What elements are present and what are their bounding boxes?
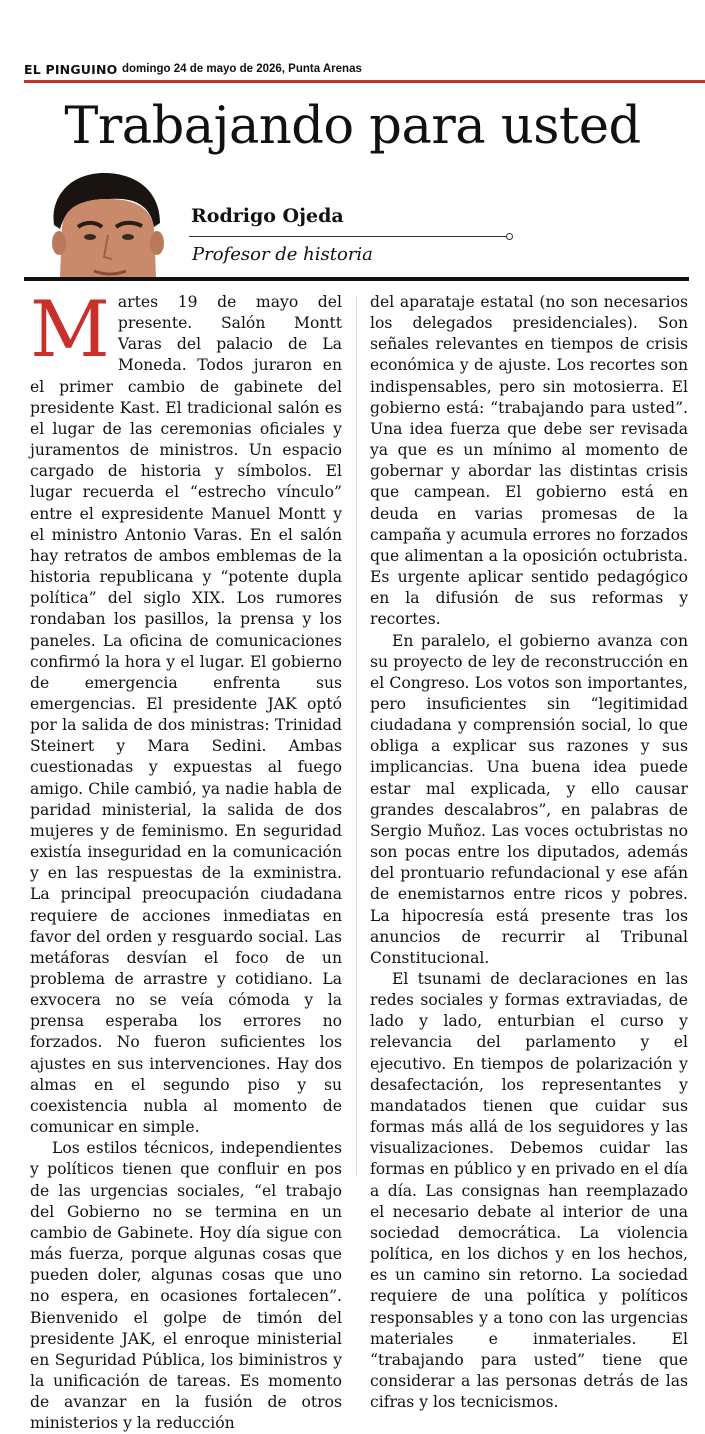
column-left (30, 285, 342, 1434)
paragraph: El tsunami de declaraciones en las redes sociales y formas extraviadas, de lado y lado, enturbian el curso y relevancia del parlamento y el ejecutivo. En tiempos de polarización y desafectación, los representantes y mandatados tienen que cuidar sus formas más allá de los seguidores y las visualizaciones. Debemos cuidar las formas en público y en privado en el día a día. Las consignas han reemplazado el necesario debate al interior de una sociedad democrática. La violencia política, en los dichos y en los hechos, es un camino sin retorno. La sociedad requiere de una política y políticos responsables y a tono con las urgencias materiales e inmateriales. El “trabajando para usted” tiene que considerar a las personas detrás de las cifras y los tecnicismos. (370, 970, 688, 1412)
drop-cap: M (30, 285, 110, 375)
column-separator (356, 296, 357, 1176)
column-right (370, 292, 688, 1413)
header-rule (24, 80, 705, 83)
masthead (24, 62, 680, 78)
dateline: domingo 24 de mayo de 2026, Punta Arenas (122, 63, 362, 75)
paragraph-text: artes 19 de mayo del presente. Salón Montt Varas del palacio de La Moneda. Todos juraron en el primer cambio de gabinete del presidente Kast. El tradicional salón es el lugar de las ceremonias oficiales y juramentos de ministros. Un espacio cargado de historia y símbolos. El lugar recuerda el “estrecho vínculo” entre el expresidente Manuel Montt y el ministro Antonio Varas. En el salón hay retratos de ambos emblemas de la historia republicana y “potente dupla política” del siglo XIX. Los rumores rondaban los pasillos, la prensa y los paneles. La oficina de comunicaciones confirmó la hora y el lugar. El gobierno de emergencia enfrenta sus emergencias. El presidente JAK optó por la salida de dos ministras: Trinidad Steinert y Mara Sedini. Ambas cuestionadas y expuestas al fuego amigo. Chile cambió, ya nadie habla de paridad ministerial, la salida de dos mujeres y de feminismo. En seguridad existía inseguridad en la comunicación y en las respuestas de la exministra. La principal preocupación ciudadana requiere de acciones inmediatas en favor del orden y resguardo social. Las metáforas desvían el foco de un problema de arrastre y cotidiano. La exvocera no se veía cómoda y la prensa esperaba los errores no forzados. No fueron suficientes los ajustes en sus intervenciones. Hay dos almas en el segundo piso y su coexistencia nubla al momento de comunicar en simple. (30, 293, 342, 1137)
author-name: Rodrigo Ojeda (191, 205, 344, 227)
author-rule (189, 236, 507, 237)
paragraph: del aparataje estatal (no son necesarios los delegados presidenciales). Son señales relevantes en tiempos de crisis económica y de ajuste. Los recortes son indispensables, pero sin motosierra. El gobierno está: “trabajando para usted”. Una idea fuerza que debe ser revisada ya que es un mínimo al momento de gobernar y abordar las distintas crisis que campean. El gobierno está en deuda en varias promesas de la campaña y acumula errores no forzados que alimentan a la oposición octubrista. Es urgente aplicar sentido pedagógico en la difusión de sus reformas y recortes. (370, 293, 688, 629)
author-photo (42, 165, 170, 277)
newspaper-logo: EL PINGUINO (24, 62, 118, 77)
author-role: Profesor de historia (192, 244, 373, 265)
paragraph: Los estilos técnicos, independientes y políticos tienen que confluir en pos de las urgencias sociales, “el trabajo del Gobierno no se termina en un cambio de Gabinete. Hoy día sigue con más fuerza, porque algunas cosas que pueden doler, algunas cosas que uno no espera, en ocasiones fortalecen”. Bienvenido el golpe de timón del presidente JAK, el enroque ministerial en Seguridad Pública, los biministros y la unificación de tareas. Es momento de avanzar en la fusión de otros ministerios y la reducción (30, 1139, 342, 1433)
article-title: Trabajando para usted (64, 97, 641, 156)
paragraph: En paralelo, el gobierno avanza con su proyecto de ley de reconstrucción en el Congreso. Los votos son importantes, pero insuficientes sin “legitimidad ciudadana y comprensión social, lo que obliga a explicar sus razones y sus implicancias. Una buena idea puede estar mal explicada, y ello causar grandes descalabros”, en palabras de Sergio Muñoz. Las voces octubristas no son pocas entre los diputados, además del prontuario refundacional y ese afán de enemistarnos entre ricos y pobres. La hipocresía está presente tras los anuncios de recurrir al Tribunal Constitucional. (370, 631, 688, 967)
rule-ornament (506, 233, 513, 240)
header-divider (24, 277, 689, 281)
paragraph (30, 285, 342, 1138)
